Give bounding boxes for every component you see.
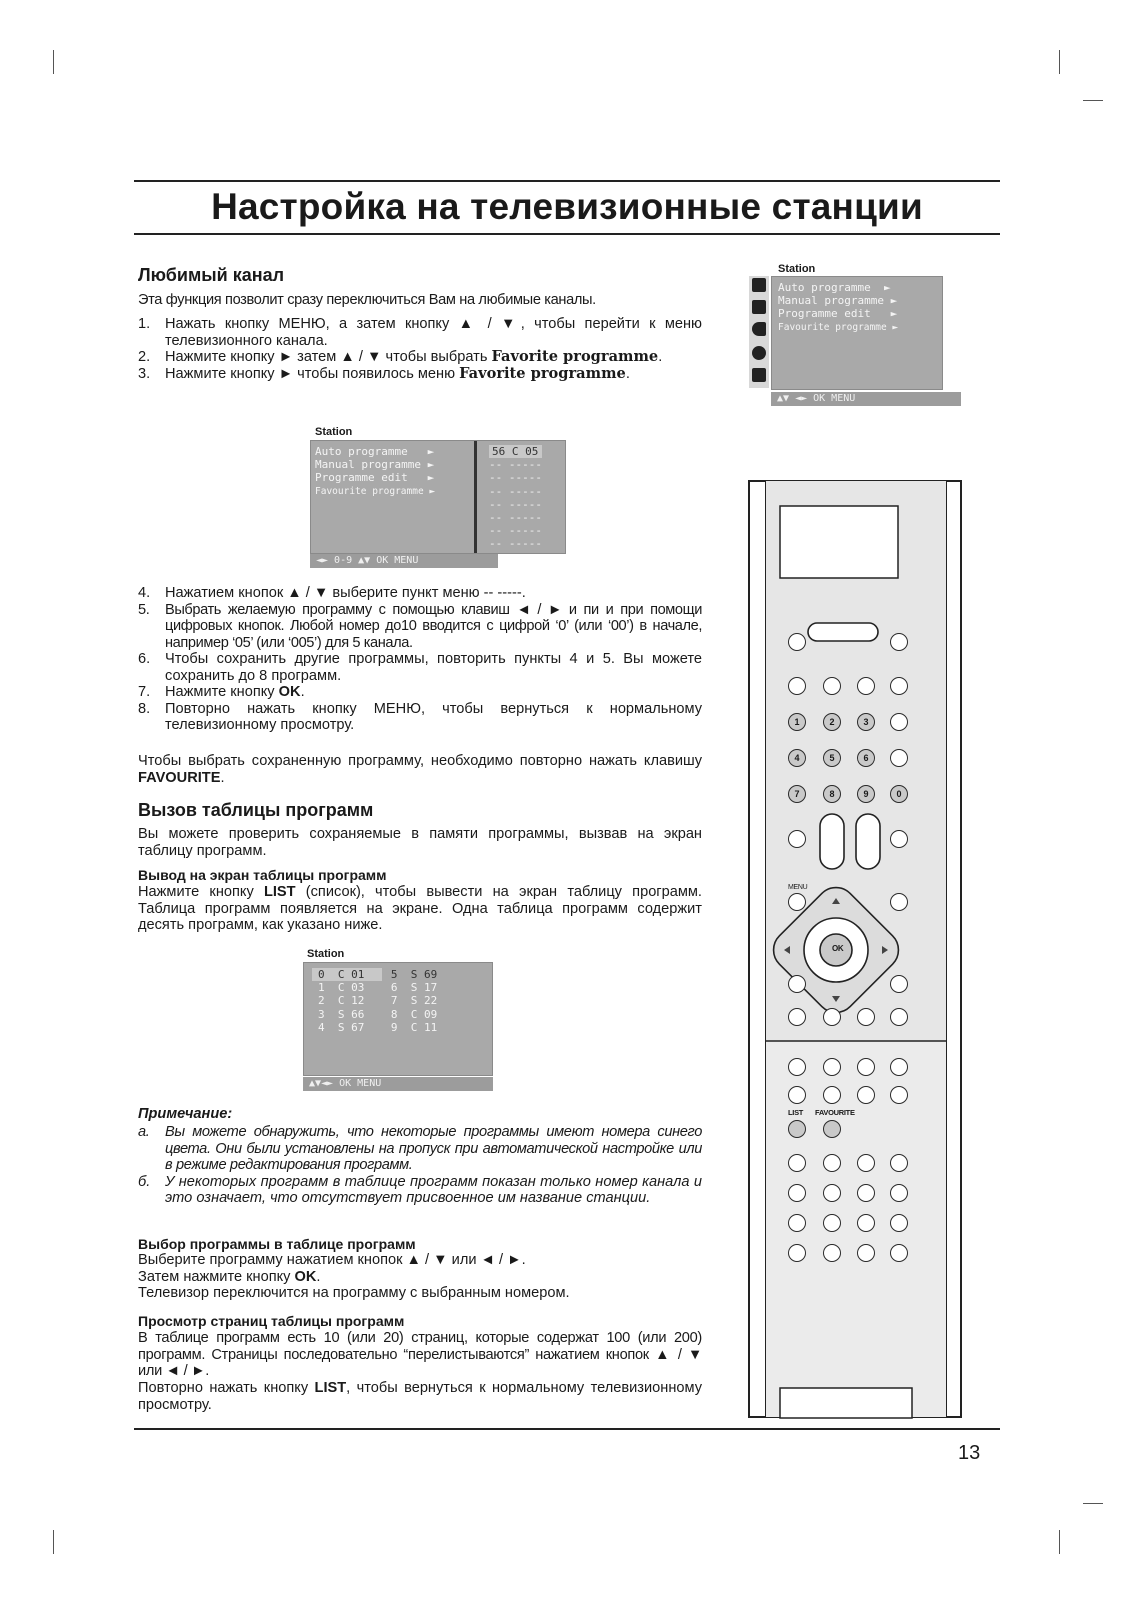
favorite-intro: Эта функция позволит сразу переключиться Вам на любимые каналы. bbox=[138, 292, 596, 308]
remote-button[interactable] bbox=[788, 1214, 806, 1232]
digit-button-9[interactable]: 9 bbox=[857, 785, 875, 803]
osd-list-label: Station bbox=[307, 948, 345, 960]
note-title: Примечание: bbox=[138, 1106, 233, 1122]
remote-button[interactable] bbox=[890, 1244, 908, 1262]
remote-button[interactable] bbox=[823, 1214, 841, 1232]
digit-button-6[interactable]: 6 bbox=[857, 749, 875, 767]
osd-fav-nav-bar: ◄► 0-9 ▲▼ OK MENU bbox=[310, 554, 498, 568]
digit-button-1[interactable]: 1 bbox=[788, 713, 806, 731]
remote-button[interactable] bbox=[788, 1184, 806, 1202]
favourite-button[interactable] bbox=[823, 1120, 841, 1138]
remote-button[interactable] bbox=[857, 1214, 875, 1232]
remote-button[interactable] bbox=[823, 1244, 841, 1262]
list-label: LIST bbox=[788, 1108, 804, 1117]
crop-mark bbox=[1083, 100, 1103, 101]
subheading-display-table: Вывод на экран таблицы программ bbox=[138, 867, 387, 883]
favourite-label: FAVOURITE bbox=[815, 1108, 855, 1117]
remote-button[interactable] bbox=[890, 1008, 908, 1026]
osd-menu-items: Auto programme ► Manual programme ► Programme edit ► Favourite programme ► bbox=[778, 281, 899, 333]
section-heading-favorite: Любимый канал bbox=[138, 265, 285, 285]
osd-fav-screen bbox=[310, 440, 566, 554]
remote-button[interactable] bbox=[890, 830, 908, 848]
remote-button[interactable] bbox=[890, 1214, 908, 1232]
remote-button[interactable] bbox=[890, 1184, 908, 1202]
favorite-steps-b bbox=[138, 585, 702, 734]
remote-button[interactable] bbox=[890, 633, 908, 651]
step-item: 8. Повторно нажать кнопку МЕНЮ, чтобы вернуться к нормальному телевизионному просмотру. bbox=[138, 700, 702, 733]
page-through-text: В таблице программ есть 10 (или 20) страниц, которые содержат 100 (или 200) программ. Страницы последовательно “перелистываются” нажатием кнопок ▲ / ▼ или ◄ / ►. bbox=[138, 1330, 702, 1379]
remote-button[interactable] bbox=[857, 1184, 875, 1202]
sound-icon bbox=[752, 322, 766, 336]
osd-list-nav-bar: ▲▼◄► OK MENU bbox=[303, 1077, 493, 1091]
step-item: 3. Нажмите кнопку ► чтобы появилось меню Favorite programme. bbox=[138, 364, 630, 382]
crop-mark bbox=[53, 1530, 54, 1554]
favorite-recall: Чтобы выбрать сохраненную программу, необходимо повторно нажать клавишу FAVOURITE. bbox=[138, 753, 702, 786]
clock-icon bbox=[752, 346, 766, 360]
page-title: Настройка на телевизионные станции bbox=[211, 186, 923, 227]
remote-button[interactable] bbox=[823, 1058, 841, 1076]
osd-divider bbox=[474, 441, 477, 553]
remote-button[interactable] bbox=[788, 893, 806, 911]
remote-button[interactable] bbox=[823, 1008, 841, 1026]
crop-mark bbox=[1083, 1503, 1103, 1504]
remote-button[interactable] bbox=[788, 1244, 806, 1262]
remote-button[interactable] bbox=[823, 1086, 841, 1104]
display-table-text: Нажмите кнопку LIST (список), чтобы вывести на экран таблицу программ. Таблица программ появляется на экране. Одна таблица программ содержит десять программ, как указано ниже. bbox=[138, 884, 702, 933]
step-item: 6. Чтобы сохранить другие программы, повторить пункты 4 и 5. Вы можете сохранить до 8 программ. bbox=[138, 651, 702, 684]
section-heading-table: Вызов таблицы программ bbox=[138, 800, 374, 820]
crop-mark bbox=[53, 50, 54, 74]
page-through-text2: Повторно нажать кнопку LIST, чтобы вернуться к нормальному телевизионному просмотру. bbox=[138, 1380, 702, 1413]
osd-list-rows: 0 C 01 5 S 69 1 C 03 6 S 17 2 C 12 7 S 22 3 S 66 8 C 09 4 S 67 9 C 11 bbox=[318, 968, 438, 1034]
table-intro: Вы можете проверить сохраняемые в памяти программы, вызвав на экран таблицу программ. bbox=[138, 826, 702, 859]
select-program-text: Выберите программу нажатием кнопок ▲ / ▼ или ◄ / ►. Затем нажмите кнопку OK. Телевизор переключится на программу с выбранным номером. bbox=[138, 1252, 570, 1301]
digit-button-8[interactable]: 8 bbox=[823, 785, 841, 803]
remote-button[interactable] bbox=[890, 975, 908, 993]
remote-button[interactable] bbox=[788, 1154, 806, 1172]
osd-icon-column bbox=[749, 276, 769, 388]
remote-button[interactable] bbox=[857, 1244, 875, 1262]
step-item: 7. Нажмите кнопку OK. bbox=[138, 684, 305, 700]
remote-button[interactable] bbox=[788, 677, 806, 695]
list-button[interactable] bbox=[788, 1120, 806, 1138]
remote-button[interactable] bbox=[788, 1008, 806, 1026]
ch-icon bbox=[752, 278, 766, 292]
remote-button[interactable] bbox=[788, 830, 806, 848]
page-number: 13 bbox=[958, 1442, 981, 1464]
osd-menu-label: Station bbox=[778, 263, 816, 275]
osd-fav-menu: Auto programme ► Manual programme ► Programme edit ► Favourite programme ► bbox=[315, 445, 436, 497]
header-rule-bottom bbox=[134, 233, 1000, 235]
note-item: а. Вы можете обнаружить, что некоторые программы имеют номера синего цвета. Они были установлены на пропуск при автоматической настройке или в режиме редактирования программ. bbox=[138, 1124, 702, 1173]
osd-fav-label: Station bbox=[315, 426, 353, 438]
osd-menu-nav-bar: ▲▼ ◄► OK MENU bbox=[771, 392, 961, 406]
remote-button[interactable] bbox=[890, 713, 908, 731]
digit-button-2[interactable]: 2 bbox=[823, 713, 841, 731]
remote-button[interactable] bbox=[857, 1086, 875, 1104]
remote-button[interactable] bbox=[857, 677, 875, 695]
remote-button[interactable] bbox=[857, 1154, 875, 1172]
remote-button[interactable] bbox=[890, 893, 908, 911]
picture-icon bbox=[752, 300, 766, 314]
remote-button[interactable] bbox=[857, 1058, 875, 1076]
step-item: 2. Нажмите кнопку ► затем ▲ / ▼ чтобы выбрать Favorite programme. bbox=[138, 348, 663, 365]
remote-button[interactable] bbox=[788, 633, 806, 651]
remote-button[interactable] bbox=[823, 1154, 841, 1172]
subheading-select-program: Выбор программы в таблице программ bbox=[138, 1236, 416, 1252]
digit-button-3[interactable]: 3 bbox=[857, 713, 875, 731]
osd-list-screen bbox=[303, 962, 493, 1076]
remote-menu-label: MENU bbox=[788, 884, 808, 891]
digit-button-4[interactable]: 4 bbox=[788, 749, 806, 767]
remote-button[interactable] bbox=[857, 1008, 875, 1026]
remote-button[interactable] bbox=[890, 749, 908, 767]
step-item: 4. Нажатием кнопок ▲ / ▼ выберите пункт меню -- -----. bbox=[138, 585, 526, 601]
remote-button[interactable] bbox=[890, 677, 908, 695]
remote-button[interactable] bbox=[788, 1058, 806, 1076]
crop-mark bbox=[1059, 50, 1060, 74]
remote-button[interactable] bbox=[788, 1086, 806, 1104]
subheading-page-through: Просмотр страниц таблицы программ bbox=[138, 1313, 405, 1329]
osd-fav-slots: 56 C 05 -- ----- -- ----- -- ----- -- ----- -- ----- -- ----- -- ----- bbox=[489, 445, 542, 551]
digit-button-7[interactable]: 7 bbox=[788, 785, 806, 803]
remote-button[interactable] bbox=[890, 1154, 908, 1172]
remote-button[interactable] bbox=[823, 1184, 841, 1202]
favorite-steps-a bbox=[138, 316, 702, 382]
remote-ok-label: OK bbox=[832, 944, 844, 953]
osd-menu-screen bbox=[771, 276, 943, 390]
step-item: 1. Нажать кнопку МЕНЮ, а затем кнопку ▲ / ▼, чтобы перейти к меню телевизионного канала. bbox=[138, 316, 702, 349]
crop-mark bbox=[1059, 1530, 1060, 1554]
remote-button[interactable] bbox=[823, 677, 841, 695]
remote-button[interactable] bbox=[788, 975, 806, 993]
notes-list bbox=[138, 1124, 702, 1207]
digit-button-5[interactable]: 5 bbox=[823, 749, 841, 767]
remote-control bbox=[748, 480, 964, 1420]
footer-rule bbox=[134, 1428, 1000, 1430]
step-item: 5. Выбрать желаемую программу с помощью клавиш ◄ / ► и пи и при помощи цифровых кнопок. Любой номер до10 вводится с цифрой ‘0’ (или ‘00’) в начале, например ‘05’ (или ‘005’) для 5 канала. bbox=[138, 601, 702, 651]
remote-button[interactable] bbox=[890, 1058, 908, 1076]
remote-button[interactable] bbox=[890, 1086, 908, 1104]
header-rule-top bbox=[134, 180, 1000, 182]
digit-button-0[interactable]: 0 bbox=[890, 785, 908, 803]
lock-icon bbox=[752, 368, 766, 382]
note-item: б. У некоторых программ в таблице программ показан только номер канала и это означает, что отсутствует присвоенное им название станции. bbox=[138, 1173, 702, 1206]
